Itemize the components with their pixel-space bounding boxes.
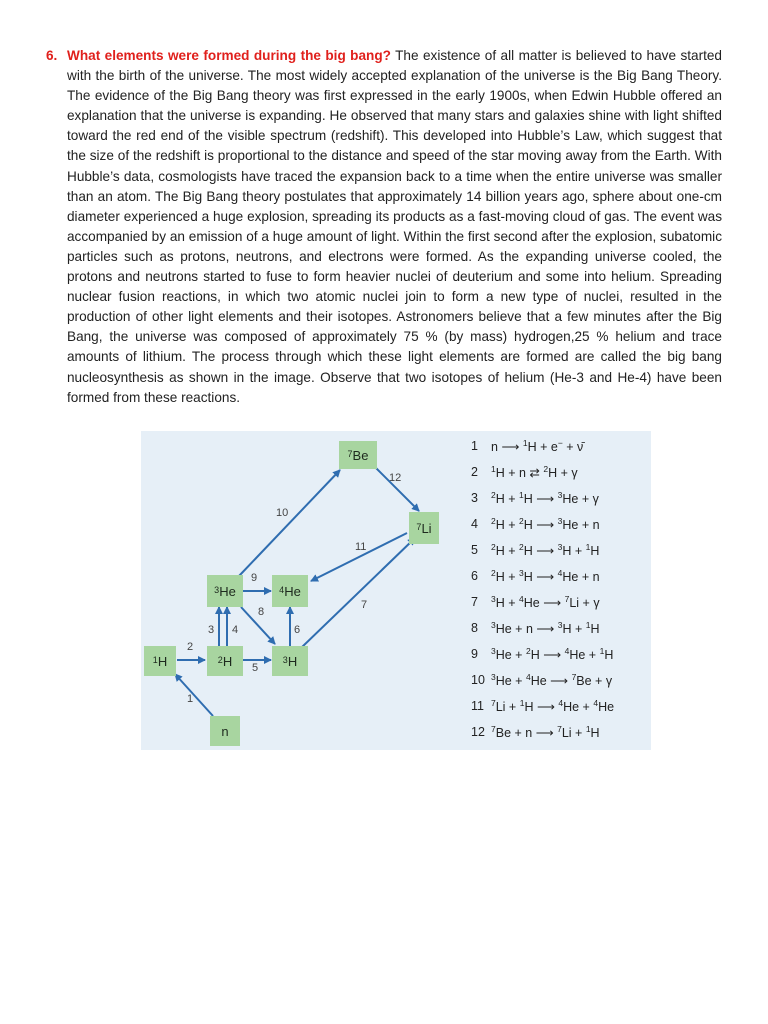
edge-label-4: 4 [232, 624, 239, 636]
node-helium-4: $^4$ He [272, 575, 308, 607]
reaction-12 [471, 722, 600, 742]
node-helium-3: $^3$ He [207, 575, 243, 607]
edge-label-5: 5 [252, 662, 259, 674]
reaction-equation: $^3$He + $^4$He ⟶ $^7$Be + γ [491, 671, 613, 689]
reaction-number: 9 [471, 647, 478, 661]
reaction-2 [471, 462, 578, 482]
reaction-number: 10 [471, 673, 485, 687]
question-number: 6. [46, 48, 58, 63]
reaction-number: 11 [471, 699, 484, 713]
reaction-6 [471, 566, 600, 586]
reaction-equation: $^2$H + $^2$H ⟶ $^3$He + n [491, 515, 600, 533]
reaction-5 [471, 540, 599, 560]
reaction-10 [471, 670, 612, 690]
edge-label-6: 6 [294, 624, 301, 636]
node-lithium-7: $^7$ Li [409, 512, 439, 544]
question-body [67, 46, 722, 408]
edge-label-3: 3 [208, 624, 215, 636]
edge-label-7: 7 [361, 599, 368, 611]
reaction-4 [471, 514, 600, 534]
reaction-number: 12 [471, 725, 485, 739]
reaction-7 [471, 592, 600, 612]
reaction-number: 2 [471, 465, 478, 479]
reaction-equation: $^2$H + $^1$H ⟶ $^3$He + γ [491, 489, 599, 507]
reaction-number: 3 [471, 491, 478, 505]
reaction-equation: $^3$He + n ⟶ $^3$H + $^1$H [491, 619, 600, 637]
node-beryllium-7: $^7$ Be [339, 441, 377, 469]
arrow-7 [301, 538, 415, 648]
reaction-equation: $^2$H + $^3$H ⟶ $^4$He + n [491, 567, 600, 585]
reaction-equation: $^7$Be + n ⟶ $^7$Li + $^1$H [491, 723, 600, 741]
edge-label-1: 1 [187, 693, 194, 705]
arrow-10 [239, 470, 340, 576]
reaction-number: 6 [471, 569, 478, 583]
question-paragraph [46, 46, 722, 408]
reaction-equation: $^7$Li + $^1$H ⟶ $^4$He + $^4$He [491, 697, 615, 715]
reaction-number: 8 [471, 621, 478, 635]
reaction-number: 5 [471, 543, 478, 557]
reaction-equation: n ⟶ $^1$H + e− + ν̄ [491, 437, 584, 455]
arrow-1 [175, 674, 213, 716]
question-text: The existence of all matter is believed to have started with the birth of the universe. The most widely accepted explanation of the universe is the Big Bang Theory. The evidence of the Big Bang theory was first expressed in the early 1900s, when Edwin Hubble offered an explanation that the universe is expanding. He observed that many stars and galaxies shine with light shifted toward the red end of the visible spectrum (redshift). This developed into Hubble’s Law, which suggest that the size of the redshift is proportional to the distance and speed of the star moving away from the Earth. With Hubble’s data, cosmologists have traced the expansion back to a time when the entire universe was smaller than an atom. The Big Bang theory postulates that approximately 14 billion years ago, sphere about one-cm diameter experienced a huge explosion, spreading its products as a fast-moving cloud of gas. The event was accompanied by an emission of a huge amount of light. Within the first second after the explosion, subatomic particles such as protons, neutrons, and electrons were formed. As the expanding universe cooled, the protons and neutrons started to fuse to form heavier nuclei of deuterium and some into helium. Spreading nuclear fusion reactions, in which two atomic nuclei join to form a new type of nuclei, resulted in the production of other light elements and their isotopes. Astronomers believe that a few minutes after the Big Bang, the universe was composed of approximately 75 % (by mass) hydrogen,25 % helium and trace amounts of lithium. The process through which these light elements are formed are called the big bang nucleosynthesis as shown in the image. Observe that two isotopes of helium (He-3 and He-4) have been formed from these reactions. [67, 48, 722, 405]
reaction-8 [471, 618, 600, 638]
node-neutron: n [210, 716, 240, 746]
reaction-equation: $^2$H + $^2$H ⟶ $^3$H + $^1$H [491, 541, 600, 559]
edge-label-11: 11 [355, 541, 367, 553]
reaction-number: 7 [471, 595, 478, 609]
reaction-equation: $^1$H + n ⇄ $^2$H + γ [491, 463, 578, 481]
node-hydrogen-1: $^1$ H [144, 646, 176, 676]
reaction-number: 4 [471, 517, 478, 531]
reaction-equation: $^3$He + $^2$H ⟶ $^4$He + $^1$H [491, 645, 614, 663]
reaction-11 [471, 696, 614, 716]
reaction-1 [471, 436, 583, 456]
reaction-3 [471, 488, 599, 508]
edge-label-2: 2 [187, 641, 194, 653]
reaction-equation: $^3$H + $^4$He ⟶ $^7$Li + γ [491, 593, 600, 611]
node-hydrogen-2: $^2$ H [207, 646, 243, 676]
edge-label-9: 9 [251, 572, 258, 584]
edge-label-10: 10 [276, 507, 289, 519]
reaction-number: 1 [471, 439, 478, 453]
node-hydrogen-3: $^3$ H [272, 646, 308, 676]
reaction-9 [471, 644, 613, 664]
edge-label-8: 8 [258, 606, 265, 618]
question-heading: What elements were formed during the big bang? [67, 48, 391, 63]
edge-label-12: 12 [389, 472, 402, 484]
